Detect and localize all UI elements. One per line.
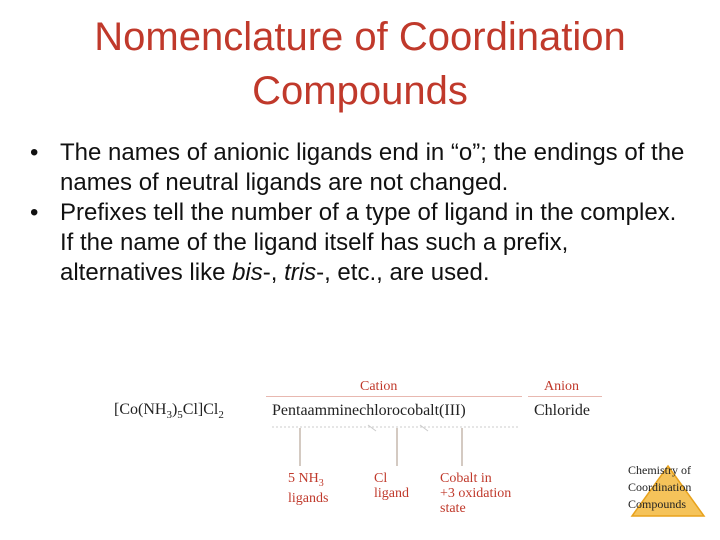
bullet-text: -, <box>262 259 285 286</box>
part-line: 5 NH <box>288 471 319 486</box>
part-line: Cl <box>374 471 388 486</box>
cation-label: Cation <box>360 379 398 394</box>
nomenclature-diagram <box>0 370 720 540</box>
bullet-item <box>30 138 690 198</box>
footer-badge <box>628 462 708 518</box>
bullet-emphasis: tris <box>284 259 317 286</box>
part-line: state <box>440 501 466 516</box>
formula-part: Cl]Cl <box>182 401 219 418</box>
slide-title <box>0 10 720 118</box>
bullet-marker: • <box>30 139 39 166</box>
formula-part: [Co(NH <box>114 401 167 418</box>
connector-lines <box>0 370 720 540</box>
bullet-item <box>30 198 690 288</box>
footer-line: Coordination <box>628 480 692 494</box>
slide-title-line1: Nomenclature of Coordination <box>94 15 626 59</box>
bullet-emphasis: bis <box>232 259 263 286</box>
part-line: ligands <box>288 490 329 506</box>
formula-subscript: 3 <box>166 409 172 422</box>
formula-subscript: 5 <box>177 409 183 422</box>
cation-name: Pentaamminechlorocobalt(III) <box>272 402 466 419</box>
footer-line: Chemistry of <box>628 463 691 477</box>
ligand-part-nh3 <box>288 471 328 506</box>
anion-label: Anion <box>544 379 579 394</box>
part-subscript: 3 <box>318 477 324 489</box>
part-line: ligand <box>374 486 409 501</box>
part-line: Cobalt in <box>440 471 492 486</box>
footer-line: Compounds <box>628 497 687 511</box>
bullet-marker: • <box>30 199 39 226</box>
formula-part: ) <box>171 401 178 418</box>
part-line: +3 oxidation <box>440 486 512 501</box>
ligand-part-cl <box>374 471 409 501</box>
bullet-text: The names of anionic ligands end in “o”; the endings of the names of neutral ligands are not changed. <box>60 139 685 196</box>
bullet-text: Prefixes tell the number of a type of ligand in the complex. If the name of the ligand itself has such a prefix, alternatives like <box>60 199 677 286</box>
tick-mark <box>368 425 376 431</box>
metal-part-cobalt <box>440 471 511 516</box>
formula-subscript: 2 <box>218 409 224 422</box>
tick-mark <box>420 425 428 431</box>
slide-title-line2: Compounds <box>252 69 468 113</box>
footer-text <box>628 462 708 513</box>
anion-name: Chloride <box>534 402 590 419</box>
bullet-text: -, etc., are used. <box>316 259 490 286</box>
bullet-list <box>30 138 690 288</box>
